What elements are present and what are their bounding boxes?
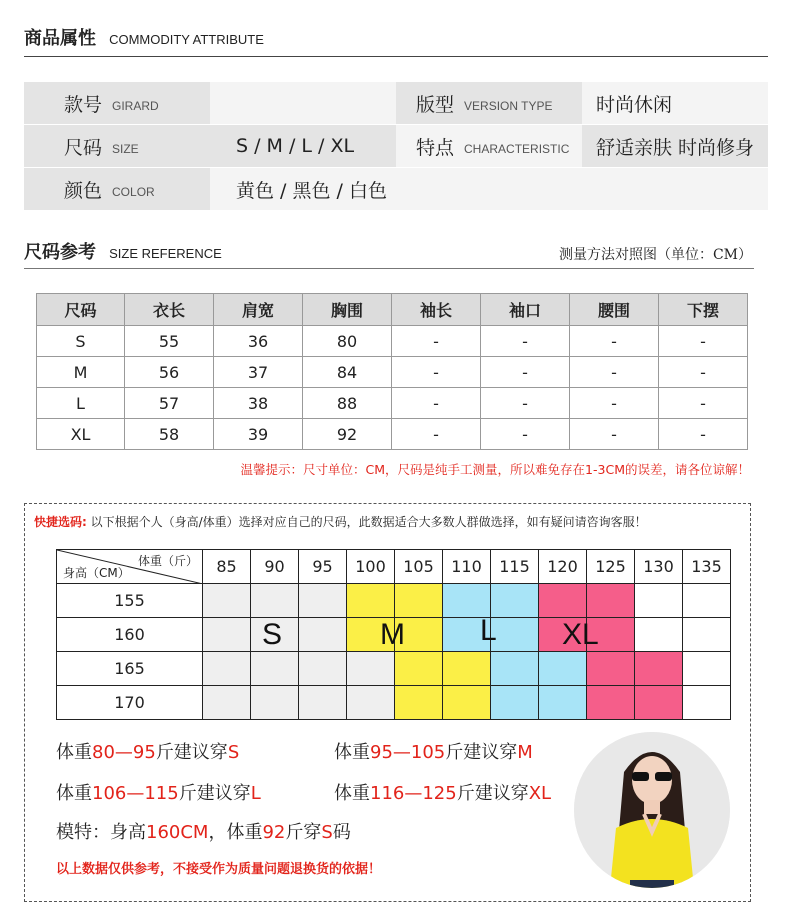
model-figure bbox=[574, 732, 730, 888]
grid-cell bbox=[635, 686, 683, 720]
table-cell: 84 bbox=[303, 357, 392, 388]
table-cell: - bbox=[570, 388, 659, 419]
table-cell: - bbox=[481, 419, 570, 450]
attr-label: 款号 GIRARD bbox=[24, 82, 210, 124]
size-label-l: L bbox=[480, 614, 497, 647]
grid-cell bbox=[443, 686, 491, 720]
height-label: 160 bbox=[57, 618, 203, 652]
weight-header: 125 bbox=[587, 550, 635, 584]
table-cell: 88 bbox=[303, 388, 392, 419]
grid-row bbox=[57, 652, 731, 686]
model-info: 模特：身高160CM，体重92斤穿S码 bbox=[56, 822, 351, 843]
weight-header: 135 bbox=[683, 550, 731, 584]
guide-intro bbox=[34, 513, 647, 530]
weight-header: 110 bbox=[443, 550, 491, 584]
rec-l: 体重106—115斤建议穿L bbox=[56, 783, 261, 804]
table-cell: 57 bbox=[125, 388, 214, 419]
grid-cell bbox=[587, 652, 635, 686]
table-cell: - bbox=[481, 326, 570, 357]
grid-cell bbox=[299, 686, 347, 720]
table-row bbox=[37, 419, 748, 450]
table-cell: 39 bbox=[214, 419, 303, 450]
grid-row bbox=[57, 686, 731, 720]
table-cell: - bbox=[392, 357, 481, 388]
grid-cell bbox=[347, 584, 395, 618]
table-cell: - bbox=[392, 326, 481, 357]
table-cell: - bbox=[659, 326, 748, 357]
attr-value: 黄色 / 黑色 / 白色 bbox=[210, 168, 768, 210]
attribute-table bbox=[24, 82, 768, 211]
col-header: 胸围 bbox=[303, 294, 392, 326]
grid-cell bbox=[539, 686, 587, 720]
grid-cell bbox=[299, 652, 347, 686]
rec-s: 体重80—95斤建议穿S bbox=[56, 742, 240, 763]
grid-cell bbox=[491, 618, 539, 652]
table-row bbox=[37, 357, 748, 388]
grid-cell bbox=[683, 686, 731, 720]
size-ref-title: 尺码参考 bbox=[24, 242, 96, 263]
grid-cell bbox=[299, 618, 347, 652]
grid-cell bbox=[635, 618, 683, 652]
grid-cell bbox=[347, 652, 395, 686]
grid-cell bbox=[683, 584, 731, 618]
table-cell: XL bbox=[37, 419, 125, 450]
grid-cell bbox=[203, 584, 251, 618]
weight-header: 85 bbox=[203, 550, 251, 584]
grid-row bbox=[57, 584, 731, 618]
table-cell: - bbox=[570, 326, 659, 357]
model-photo bbox=[574, 732, 730, 888]
height-label: 170 bbox=[57, 686, 203, 720]
table-cell: - bbox=[481, 357, 570, 388]
weight-header: 100 bbox=[347, 550, 395, 584]
attr-label: 尺码 SIZE bbox=[24, 125, 210, 167]
table-cell: L bbox=[37, 388, 125, 419]
weight-header: 90 bbox=[251, 550, 299, 584]
table-cell: 38 bbox=[214, 388, 303, 419]
table-cell: M bbox=[37, 357, 125, 388]
grid-cell bbox=[203, 618, 251, 652]
weight-header: 95 bbox=[299, 550, 347, 584]
grid-cell bbox=[443, 584, 491, 618]
weight-header: 120 bbox=[539, 550, 587, 584]
attribute-row bbox=[24, 125, 768, 168]
grid-cell bbox=[491, 584, 539, 618]
size-label-xl: XL bbox=[562, 618, 599, 651]
table-cell: - bbox=[481, 388, 570, 419]
col-header: 尺码 bbox=[37, 294, 125, 326]
col-header: 衣长 bbox=[125, 294, 214, 326]
col-header: 腰围 bbox=[570, 294, 659, 326]
size-table bbox=[36, 293, 748, 450]
grid-cell bbox=[683, 652, 731, 686]
table-cell: - bbox=[392, 388, 481, 419]
grid-cell bbox=[491, 686, 539, 720]
grid-cell bbox=[395, 652, 443, 686]
size-label-s: S bbox=[262, 618, 283, 651]
guide-intro-text: 以下根据个人（身高/体重）选择对应自己的尺码，此数据适合大多数人群做选择，如有疑问请咨询客服！ bbox=[86, 515, 647, 529]
table-cell: - bbox=[570, 357, 659, 388]
rec-xl: 体重116—125斤建议穿XL bbox=[334, 783, 552, 804]
table-cell: 37 bbox=[214, 357, 303, 388]
attribute-row bbox=[24, 168, 768, 211]
commodity-header bbox=[24, 24, 264, 50]
measure-method: 测量方法对照图（单位：CM） bbox=[558, 247, 752, 263]
col-header: 袖口 bbox=[481, 294, 570, 326]
grid-corner bbox=[57, 550, 203, 584]
corner-height-label: 身高（CM） bbox=[63, 566, 130, 580]
commodity-title: 商品属性 bbox=[24, 28, 96, 49]
grid-cell bbox=[203, 686, 251, 720]
grid-cell bbox=[251, 686, 299, 720]
col-header: 肩宽 bbox=[214, 294, 303, 326]
col-header: 下摆 bbox=[659, 294, 748, 326]
rec-m: 体重95—105斤建议穿M bbox=[334, 742, 533, 763]
divider bbox=[24, 56, 768, 57]
size-ref-title-en: SIZE REFERENCE bbox=[109, 246, 222, 261]
grid-cell bbox=[443, 652, 491, 686]
grid-cell bbox=[587, 584, 635, 618]
attr-label: 颜色 COLOR bbox=[24, 168, 210, 210]
grid-cell bbox=[251, 652, 299, 686]
table-cell: - bbox=[659, 388, 748, 419]
attr-label: 版型 VERSION TYPE bbox=[396, 82, 582, 124]
grid-cell bbox=[251, 584, 299, 618]
table-cell: 56 bbox=[125, 357, 214, 388]
grid-cell bbox=[635, 584, 683, 618]
table-cell: 55 bbox=[125, 326, 214, 357]
size-label-m: M bbox=[380, 618, 405, 651]
table-cell: - bbox=[659, 357, 748, 388]
attr-value: S / M / L / XL bbox=[210, 125, 396, 167]
attr-label: 特点 CHARACTERISTIC bbox=[396, 125, 582, 167]
corner-weight-label: 体重（斤） bbox=[137, 554, 198, 568]
table-cell: - bbox=[570, 419, 659, 450]
guide-intro-label: 快捷选码: bbox=[34, 515, 87, 529]
table-cell: S bbox=[37, 326, 125, 357]
commodity-title-en: COMMODITY ATTRIBUTE bbox=[109, 32, 264, 47]
grid-cell bbox=[635, 652, 683, 686]
attr-value: 时尚休闲 bbox=[582, 82, 768, 124]
grid-cell bbox=[299, 584, 347, 618]
divider bbox=[24, 268, 754, 269]
weight-header: 105 bbox=[395, 550, 443, 584]
grid-cell bbox=[539, 584, 587, 618]
size-ref-header bbox=[24, 238, 222, 264]
table-cell: 80 bbox=[303, 326, 392, 357]
table-cell: 36 bbox=[214, 326, 303, 357]
col-header: 袖长 bbox=[392, 294, 481, 326]
grid-cell bbox=[395, 584, 443, 618]
height-label: 155 bbox=[57, 584, 203, 618]
disclaimer: 以上数据仅供参考，不接受作为质量问题退换货的依据！ bbox=[56, 862, 382, 877]
grid-cell bbox=[203, 652, 251, 686]
grid-cell bbox=[587, 686, 635, 720]
weight-header: 115 bbox=[491, 550, 539, 584]
grid-cell bbox=[395, 686, 443, 720]
table-cell: - bbox=[659, 419, 748, 450]
weight-header: 130 bbox=[635, 550, 683, 584]
table-cell: 58 bbox=[125, 419, 214, 450]
attr-value bbox=[210, 82, 396, 124]
table-header-row bbox=[37, 294, 748, 326]
grid-header-row bbox=[57, 550, 731, 584]
table-row bbox=[37, 388, 748, 419]
grid-cell bbox=[683, 618, 731, 652]
height-label: 165 bbox=[57, 652, 203, 686]
attribute-row bbox=[24, 82, 768, 125]
attr-value: 舒适亲肤 时尚修身 bbox=[582, 125, 768, 167]
measure-notice: 温馨提示：尺寸单位：CM，尺码是纯手工测量，所以难免存在1-3CM的误差，请各位谅解！ bbox=[240, 462, 750, 477]
table-cell: - bbox=[392, 419, 481, 450]
grid-cell bbox=[347, 686, 395, 720]
grid-cell bbox=[539, 652, 587, 686]
grid-cell bbox=[491, 652, 539, 686]
table-cell: 92 bbox=[303, 419, 392, 450]
table-row bbox=[37, 326, 748, 357]
